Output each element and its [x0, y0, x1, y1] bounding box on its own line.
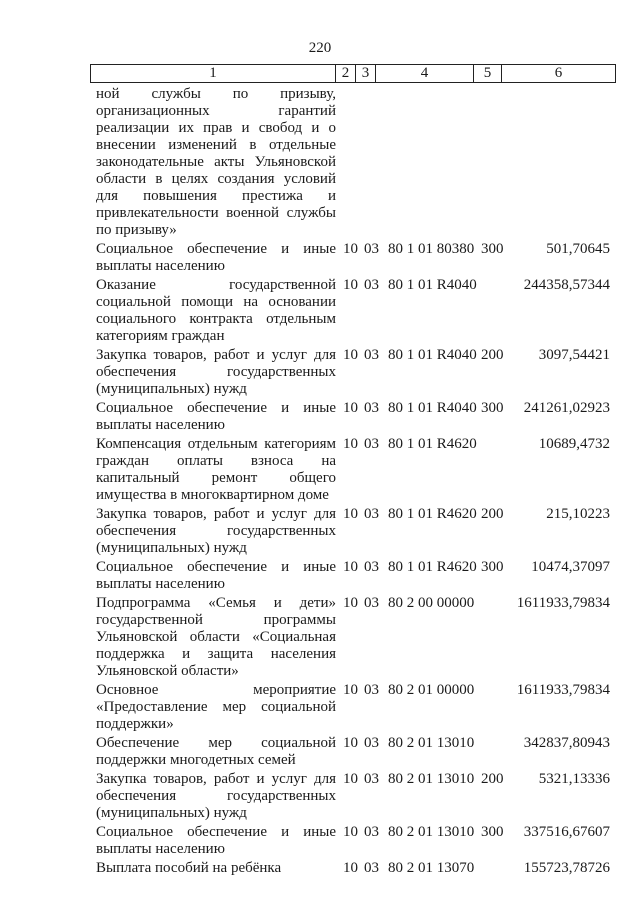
row-section: 10: [343, 347, 358, 363]
row-subsection: 03: [364, 436, 379, 452]
row-target-article: 80 2 01 13010: [388, 771, 475, 787]
row-subsection: 03: [364, 241, 379, 257]
row-name: Подпрограмма «Семья и дети» государственной программы Ульяновской области «Социальная поддержка и защита населения Ульяновской области»: [96, 595, 336, 679]
row-subsection: 03: [364, 595, 379, 611]
column-header-1: 1: [91, 65, 336, 83]
table-row: [0, 682, 640, 733]
row-name: Социальное обеспечение и иные выплаты населению: [96, 824, 336, 857]
row-amount: 501,70645: [546, 241, 610, 257]
table-row: [0, 506, 640, 557]
row-name: Выплата пособий на ребёнка: [96, 860, 282, 876]
row-name: Социальное обеспечение и иные выплаты населению: [96, 241, 336, 274]
row-amount: 337516,67607: [523, 824, 610, 840]
row-subsection: 03: [364, 277, 379, 293]
row-amount: 241261,02923: [523, 400, 610, 416]
row-subsection: 03: [364, 824, 379, 840]
table-row: [0, 436, 640, 504]
table-row: [0, 241, 640, 275]
row-amount: 244358,57344: [523, 277, 610, 293]
column-header-3: 3: [356, 65, 376, 83]
row-target-article: 80 1 01 R4620: [388, 436, 477, 452]
table-row: [0, 771, 640, 822]
row-target-article: 80 2 01 13010: [388, 824, 475, 840]
table-row: [0, 347, 640, 398]
table-row: [0, 86, 640, 239]
row-section: 10: [343, 860, 358, 876]
row-expense-type: 300: [481, 241, 504, 257]
row-section: 10: [343, 735, 358, 751]
row-section: 10: [343, 400, 358, 416]
row-amount: 1611933,79834: [516, 682, 610, 698]
budget-table-body: [0, 86, 640, 879]
row-subsection: 03: [364, 860, 379, 876]
table-row: [0, 559, 640, 593]
row-subsection: 03: [364, 347, 379, 363]
row-target-article: 80 1 01 R4620: [388, 506, 477, 522]
row-section: 10: [343, 277, 358, 293]
row-target-article: 80 2 01 13010: [388, 735, 475, 751]
row-section: 10: [343, 559, 358, 575]
row-section: 10: [343, 771, 358, 787]
row-name: Основное мероприятие «Предоставление мер социальной поддержки»: [96, 682, 336, 732]
row-name: Компенсация отдельным категориям граждан оплаты взноса на капитальный ремонт общего имущества в многоквартирном доме: [96, 436, 336, 503]
row-name: ной службы по призыву, организационных гарантий реализации их прав и свобод и о внесении изменений в отдельные законодательные акты Ульяновской области в целях создания условий для повышения престижа и привлекательности военной службы по призыву»: [96, 86, 336, 238]
row-target-article: 80 1 01 R4040: [388, 400, 477, 416]
row-section: 10: [343, 824, 358, 840]
row-subsection: 03: [364, 771, 379, 787]
row-target-article: 80 1 01 R4040: [388, 347, 477, 363]
row-subsection: 03: [364, 506, 379, 522]
row-amount: 1611933,79834: [516, 595, 610, 611]
column-header-4: 4: [376, 65, 474, 83]
row-amount: 10689,4732: [538, 436, 610, 452]
row-subsection: 03: [364, 400, 379, 416]
row-name: Социальное обеспечение и иные выплаты населению: [96, 559, 336, 592]
table-row: [0, 277, 640, 345]
row-subsection: 03: [364, 735, 379, 751]
table-row: [0, 400, 640, 434]
row-expense-type: 200: [481, 506, 504, 522]
row-target-article: 80 2 00 00000: [388, 595, 475, 611]
page-number: 220: [308, 40, 332, 56]
row-name: Обеспечение мер социальной поддержки многодетных семей: [96, 735, 336, 768]
row-subsection: 03: [364, 682, 379, 698]
table-row: [0, 735, 640, 769]
row-expense-type: 200: [481, 347, 504, 363]
row-amount: 155723,78726: [523, 860, 610, 876]
row-name: Закупка товаров, работ и услуг для обеспечения государственных (муниципальных) нужд: [96, 771, 336, 821]
row-expense-type: 300: [481, 559, 504, 575]
row-section: 10: [343, 595, 358, 611]
row-name: Закупка товаров, работ и услуг для обеспечения государственных (муниципальных) нужд: [96, 506, 336, 556]
row-target-article: 80 1 01 80380: [388, 241, 475, 257]
column-header-6: 6: [502, 65, 616, 83]
row-section: 10: [343, 506, 358, 522]
row-target-article: 80 1 01 R4620: [388, 559, 477, 575]
row-target-article: 80 1 01 R4040: [388, 277, 477, 293]
table-row: [0, 824, 640, 858]
row-section: 10: [343, 436, 358, 452]
table-row: [0, 595, 640, 680]
row-target-article: 80 2 01 00000: [388, 682, 475, 698]
row-section: 10: [343, 241, 358, 257]
row-subsection: 03: [364, 559, 379, 575]
row-section: 10: [343, 682, 358, 698]
row-amount: 5321,13336: [538, 771, 610, 787]
row-expense-type: 300: [481, 400, 504, 416]
row-amount: 3097,54421: [538, 347, 610, 363]
row-name: Оказание государственной социальной помощи на основании социального контракта отдельным категориям граждан: [96, 277, 336, 344]
row-name: Социальное обеспечение и иные выплаты населению: [96, 400, 336, 433]
row-expense-type: 300: [481, 824, 504, 840]
row-amount: 215,10223: [546, 506, 610, 522]
row-name: Закупка товаров, работ и услуг для обеспечения государственных (муниципальных) нужд: [96, 347, 336, 397]
column-header-table: [90, 64, 616, 83]
table-row: [0, 860, 640, 877]
row-expense-type: 200: [481, 771, 504, 787]
column-header-row: [91, 65, 616, 83]
column-header-5: 5: [474, 65, 502, 83]
column-header-2: 2: [336, 65, 356, 83]
row-target-article: 80 2 01 13070: [388, 860, 475, 876]
row-amount: 10474,37097: [531, 559, 610, 575]
row-amount: 342837,80943: [523, 735, 610, 751]
